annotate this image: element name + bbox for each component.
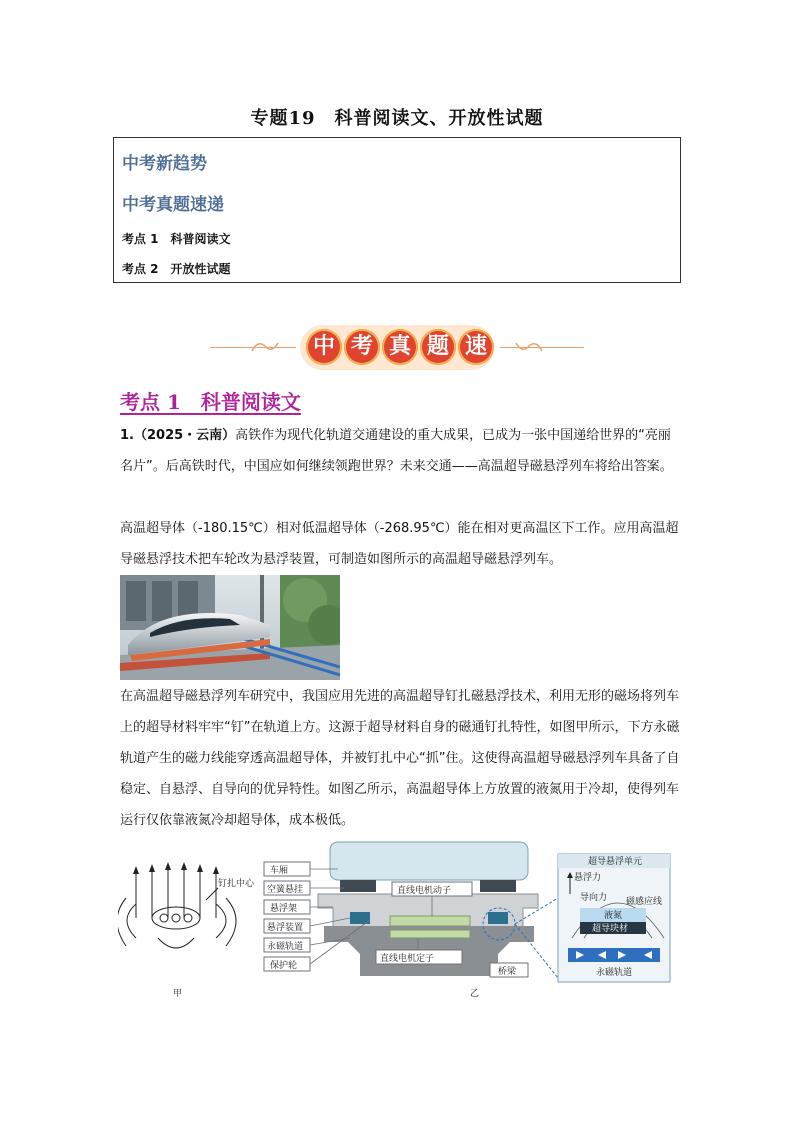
label-field-lines: 磁感应线	[626, 897, 663, 907]
banner-char: 速	[458, 329, 494, 365]
section-title: 考点 1 科普阅读文	[120, 390, 301, 414]
maglev-train-photo	[120, 575, 340, 680]
toc-item-science-reading[interactable]: 考点 1 科普阅读文	[122, 232, 231, 246]
label-sc-block: 超导块材	[592, 924, 629, 934]
question-paragraph-1	[120, 420, 680, 482]
pinning-diagram	[118, 862, 255, 998]
pinning-center-label: 钉扎中心	[218, 879, 255, 889]
label-bogie: 悬浮架	[270, 904, 298, 914]
label-liquid-nitrogen: 液氮	[604, 911, 623, 921]
question-paragraph-2: 高温超导体（-180.15℃）相对低温超导体（-268.95℃）能在相对更高温区下工作。应用高温超导磁悬浮技术把车轮改为悬浮装置，可制造如图所示的高温超导磁悬浮列车。	[120, 521, 679, 567]
question-paragraph-3: 在高温超导磁悬浮列车研究中，我国应用先进的高温超导钉扎磁悬浮技术，利用无形的磁场将列车上的超导材料牢牢“钉”在轨道上方。这源于超导材料自身的磁通钉扎特性，如图甲所示，下方永磁轨道产生的磁力线能穿透高温超导体，并被钉扎中心“抓”住。这使得高温超导磁悬浮列车具备了自稳定、自悬浮、自导向的优异特性。如图乙所示，高温超导体上方放置的液氮用于冷却，使得列车运行仅依靠液氮冷却超导体，成本极低。	[120, 689, 680, 828]
label-car-body: 车厢	[270, 866, 289, 876]
label-bridge: 桥梁	[498, 967, 517, 977]
document-title: 专题19 科普阅读文、开放性试题	[250, 108, 544, 129]
label-guide-force: 导向力	[580, 893, 608, 903]
label-levitation-force: 悬浮力	[574, 873, 602, 883]
question-number-source: 1.（2025・云南）	[120, 428, 236, 443]
banner-char: 真	[382, 329, 418, 365]
levitation-unit-inset	[558, 854, 670, 982]
toc-heading-real-questions[interactable]: 中考真题速递	[122, 195, 224, 215]
label-pm-track: 永磁轨道	[267, 942, 304, 952]
cloud-swirl-right-icon	[514, 337, 544, 357]
question-intro-text: 高铁作为现代化轨道交通建设的重大成果，已成为一张中国递给世界的“亮丽名片”。后高铁时代，中国应如何继续领跑世界？未来交通——高温超导磁悬浮列车将给出答案。	[120, 428, 673, 474]
figure-yi-label: 乙	[470, 989, 480, 998]
cloud-swirl-left-icon	[250, 337, 280, 357]
unit-title: 超导悬浮单元	[588, 857, 643, 867]
section-banner	[210, 325, 584, 370]
label-motor-stator: 直线电机定子	[380, 954, 435, 964]
banner-char: 题	[420, 329, 456, 365]
maglev-diagram	[118, 838, 680, 998]
label-air-spring: 空簧悬挂	[267, 885, 304, 895]
contents-box	[113, 137, 681, 283]
banner-char: 中	[306, 329, 342, 365]
label-pm-track-inset: 永磁轨道	[596, 968, 633, 978]
figure-jia-label: 甲	[173, 989, 183, 998]
label-levitation-device: 悬浮装置	[267, 923, 304, 933]
banner-pill-group	[300, 325, 494, 370]
toc-item-open-questions[interactable]: 考点 2 开放性试题	[122, 262, 231, 276]
toc-heading-trend[interactable]: 中考新趋势	[122, 154, 207, 174]
label-guard-wheel: 保护轮	[270, 961, 298, 971]
banner-char: 考	[344, 329, 380, 365]
label-motor-rotor: 直线电机动子	[397, 886, 452, 896]
